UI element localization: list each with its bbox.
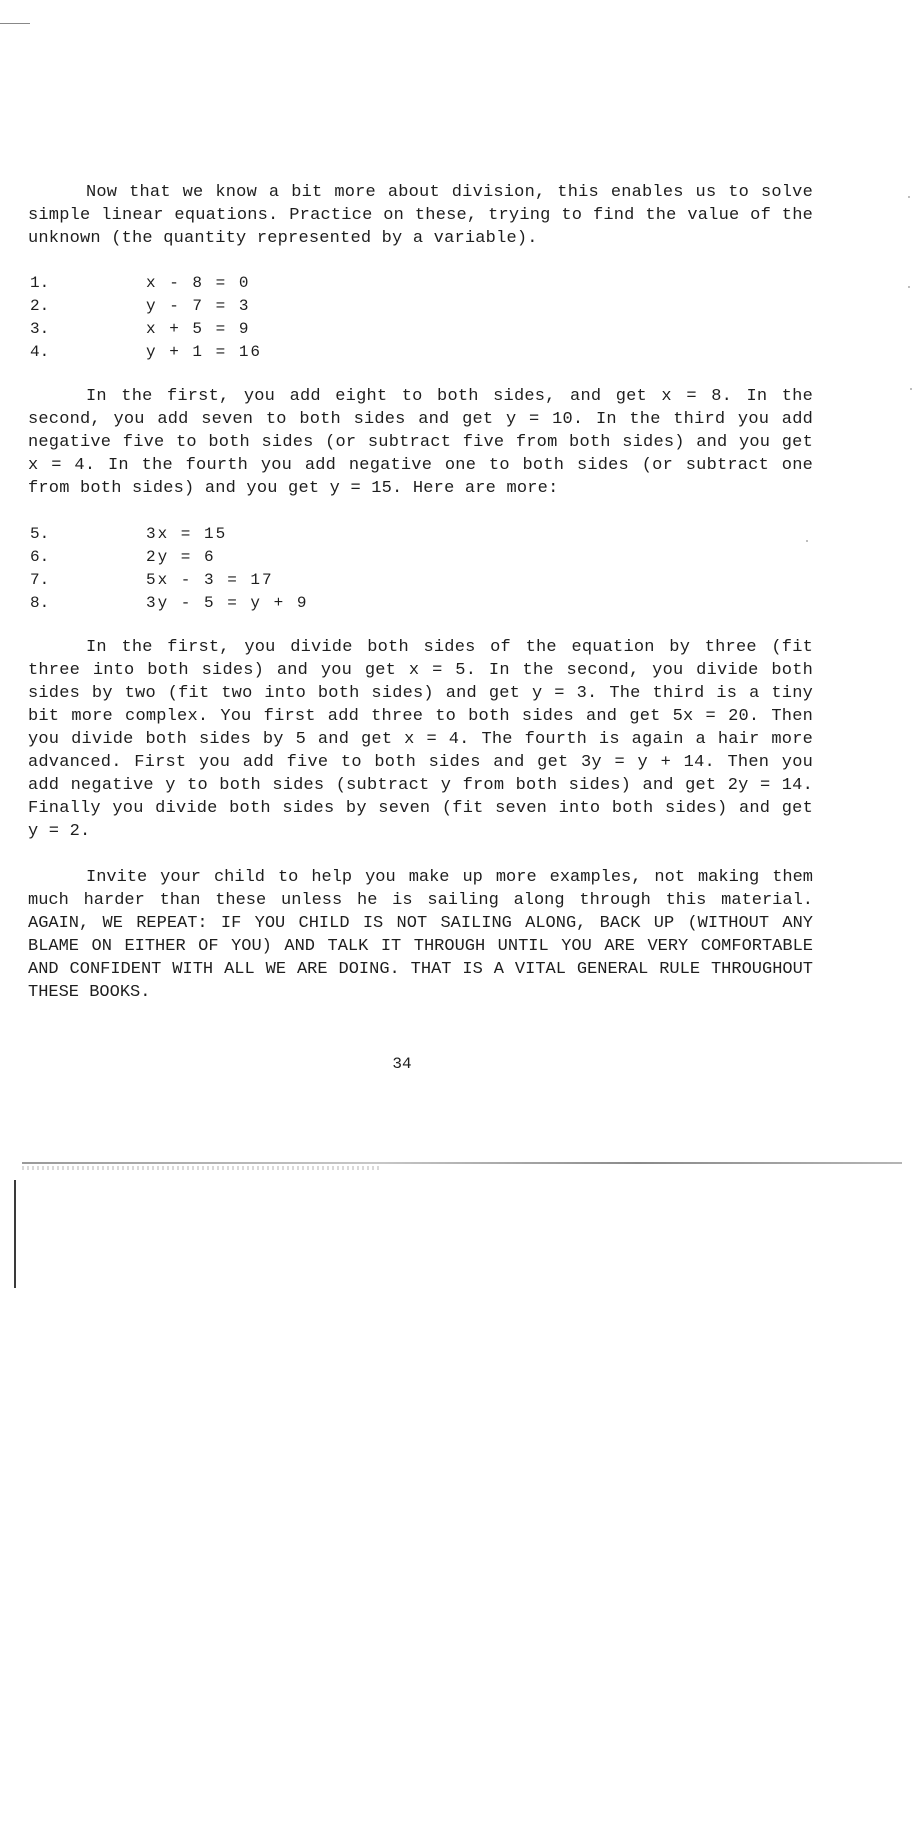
page-number: 34 — [392, 1055, 412, 1073]
equation-expression: 2y = 6 — [146, 548, 216, 566]
equation-number: 5. — [30, 525, 50, 543]
equation-list-2 — [30, 523, 309, 615]
equation-expression: 3x = 15 — [146, 525, 228, 543]
scan-artifact-noise — [22, 1166, 382, 1170]
equation-expression: 3y - 5 = y + 9 — [146, 594, 309, 612]
equation-number: 1. — [30, 274, 50, 292]
equation-item — [30, 341, 263, 364]
equation-item — [30, 592, 309, 615]
closing-paragraph: Invite your child to help you make up more examples, not making them much harder than these unless he is sailing along through this material. AGAIN, WE REPEAT: IF YOU CHILD IS NOT SAILING ALONG, BACK UP (WITHOUT ANY BLAME ON EITHER OF YOU) AND TALK IT THROUGH UNTIL YOU ARE VERY COMFORTABLE AND CONFIDENT WITH ALL WE ARE DOING. THAT IS A VITAL GENERAL RULE THROUGHOUT THESE BOOKS. — [28, 868, 813, 1002]
intro-paragraph: Now that we know a bit more about division, this enables us to solve simple linear equations. Practice on these, trying to find the value of the unknown (the quantity represented by a variable). — [28, 183, 813, 248]
explanation-paragraph-1: In the first, you add eight to both sides, and get x = 8. In the second, you add seven to both sides and get y = 10. In the third you add negative five to both sides (or subtract five from both sides) and you get x = 4. In the fourth you add negative one to both sides (or subtract one from both sides) and you get y = 15. Here are more: — [28, 387, 813, 498]
equation-item — [30, 295, 251, 318]
equation-item — [30, 546, 216, 569]
equation-list-1 — [30, 272, 263, 364]
scan-speck — [806, 540, 808, 542]
equation-number: 6. — [30, 548, 50, 566]
equation-item — [30, 318, 251, 341]
scan-speck — [908, 196, 910, 198]
equation-item — [30, 523, 228, 546]
equation-number: 4. — [30, 343, 50, 361]
equation-expression: y - 7 = 3 — [146, 297, 251, 315]
equation-number: 7. — [30, 571, 50, 589]
equation-expression: y + 1 = 16 — [146, 343, 263, 361]
equation-number: 8. — [30, 594, 50, 612]
scan-speck — [908, 286, 910, 288]
equation-number: 3. — [30, 320, 50, 338]
equation-item — [30, 569, 274, 592]
explanation-paragraph-2: In the first, you divide both sides of the equation by three (fit three into both sides) and you get x = 5. In the second, you divide both sides by two (fit two into both sides) and get y = 3. The third is a tiny bit more complex. You first add three to both sides and get 5x = 20. Then you divide both sides by 5 and get x = 4. The fourth is again a hair more advanced. First you add five to both sides and get 3y = y + 14. Then you add negative y to both sides (subtract y from both sides) and get 2y = 14. Finally you divide both sides by seven (fit seven into both sides) and get y = 2. — [28, 638, 813, 841]
scan-artifact-line — [22, 1162, 902, 1164]
equation-expression: x + 5 = 9 — [146, 320, 251, 338]
equation-item — [30, 272, 251, 295]
scan-artifact-bar — [14, 1180, 16, 1288]
equation-number: 2. — [30, 297, 50, 315]
equation-expression: 5x - 3 = 17 — [146, 571, 274, 589]
scan-artifact-mark — [0, 23, 30, 24]
equation-expression: x - 8 = 0 — [146, 274, 251, 292]
scan-speck — [910, 388, 912, 390]
